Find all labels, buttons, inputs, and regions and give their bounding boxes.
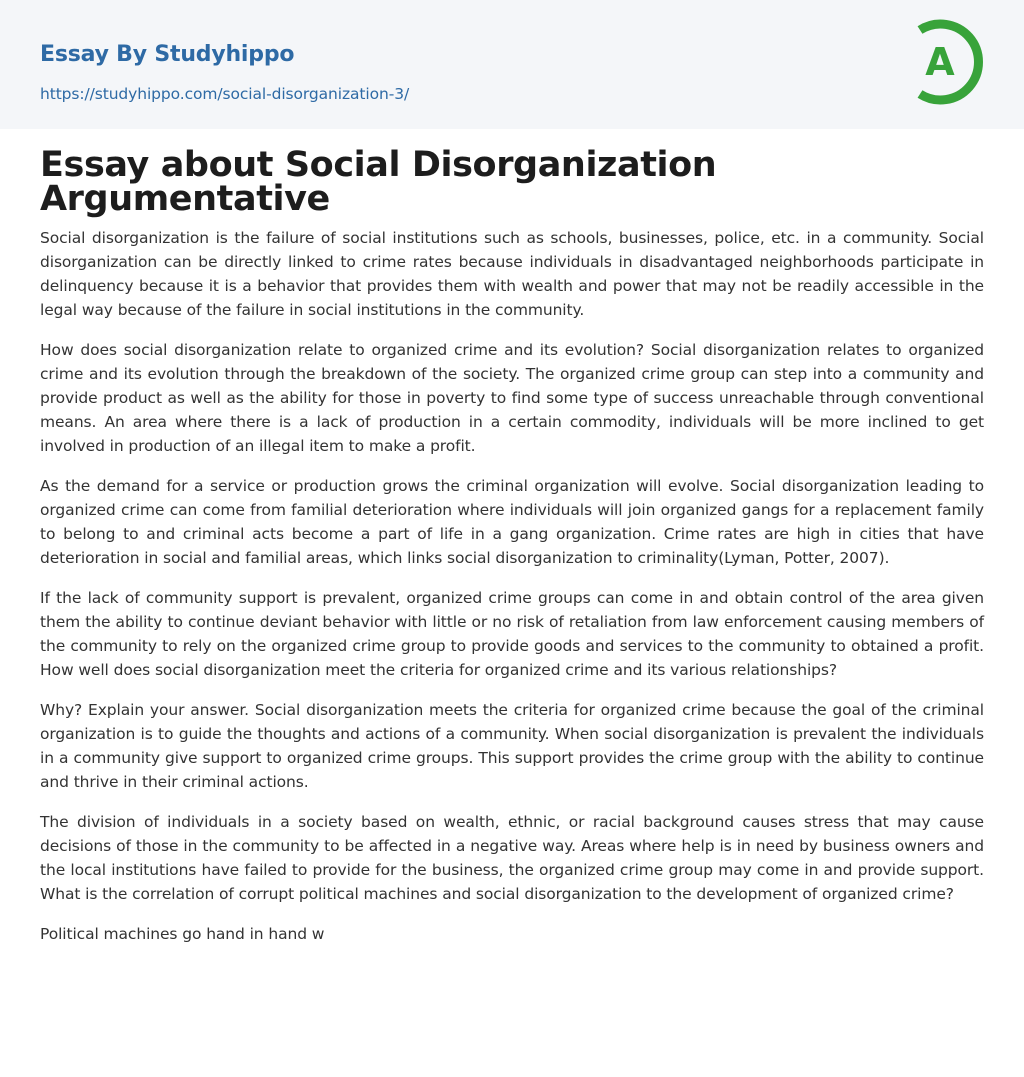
studyhippo-logo[interactable] (906, 18, 990, 106)
essay-paragraph: Social disorganization is the failure of social institutions such as schools, businesses, police, etc. in a community. Social disorganization can be directly linked to crime rates because individuals in disadvantaged neighborhoods participate in delinquency because it is a behavior that provides them with wealth and power that may not be readily accessible in the legal way because of the failure in social institutions in the community. (40, 229, 984, 319)
essay-title: Essay about Social Disorganization Argumentative (40, 145, 717, 219)
essay-paragraph: If the lack of community support is prevalent, organized crime groups can come in and obtain control of the area given them the ability to continue deviant behavior with little or no risk of retaliation from law enforcement causing members of the community to rely on the organized crime group to provide goods and services to the community to obtained a profit. How well does social disorganization meet the criteria for organized crime and its various relationships? (40, 589, 984, 679)
essay-paragraph: Why? Explain your answer. Social disorganization meets the criteria for organized crime because the goal of the criminal organization is to guide the thoughts and actions of a community. When social disorganization is prevalent the individuals in a community give support to organized crime groups. This support provides the crime group with the ability to continue and thrive in their criminal actions. (40, 701, 984, 791)
page-header (0, 0, 1024, 129)
essay-paragraph: As the demand for a service or production grows the criminal organization will evolve. Social disorganization leading to organized crime can come from familial deterioration where individuals will join organized gangs for a replacement family to belong to and criminal acts become a part of life in a gang organization. Crime rates are high in cities that have deterioration in social and familial areas, which links social disorganization to criminality(Lyman, Potter, 2007). (40, 477, 984, 567)
essay-paragraph: The division of individuals in a society based on wealth, ethnic, or racial background causes stress that may cause decisions of those in the community to be affected in a negative way. Areas where help is in need by business owners and the local institutions have failed to provide for the business, the organized crime group may come in and provide support. What is the correlation of corrupt political machines and social disorganization to the development of organized crime? (40, 813, 984, 903)
essay-paragraph-truncated: Political machines go hand in hand w (40, 925, 325, 943)
essay-url-link[interactable]: https://studyhippo.com/social-disorganization-3/ (40, 85, 410, 103)
essay-paragraph: How does social disorganization relate to organized crime and its evolution? Social disorganization relates to organized crime and its evolution through the breakdown of the society. The organized crime group can step into a community and provide product as well as the ability for those in poverty to find some type of success unreachable through conventional means. An area where there is a lack of production in a certain commodity, individuals will be more inclined to get involved in production of an illegal item to make a profit. (40, 341, 984, 455)
essay-content (40, 145, 984, 962)
site-brand[interactable]: Essay By Studyhippo (40, 42, 295, 67)
logo-letter: A (925, 40, 955, 84)
